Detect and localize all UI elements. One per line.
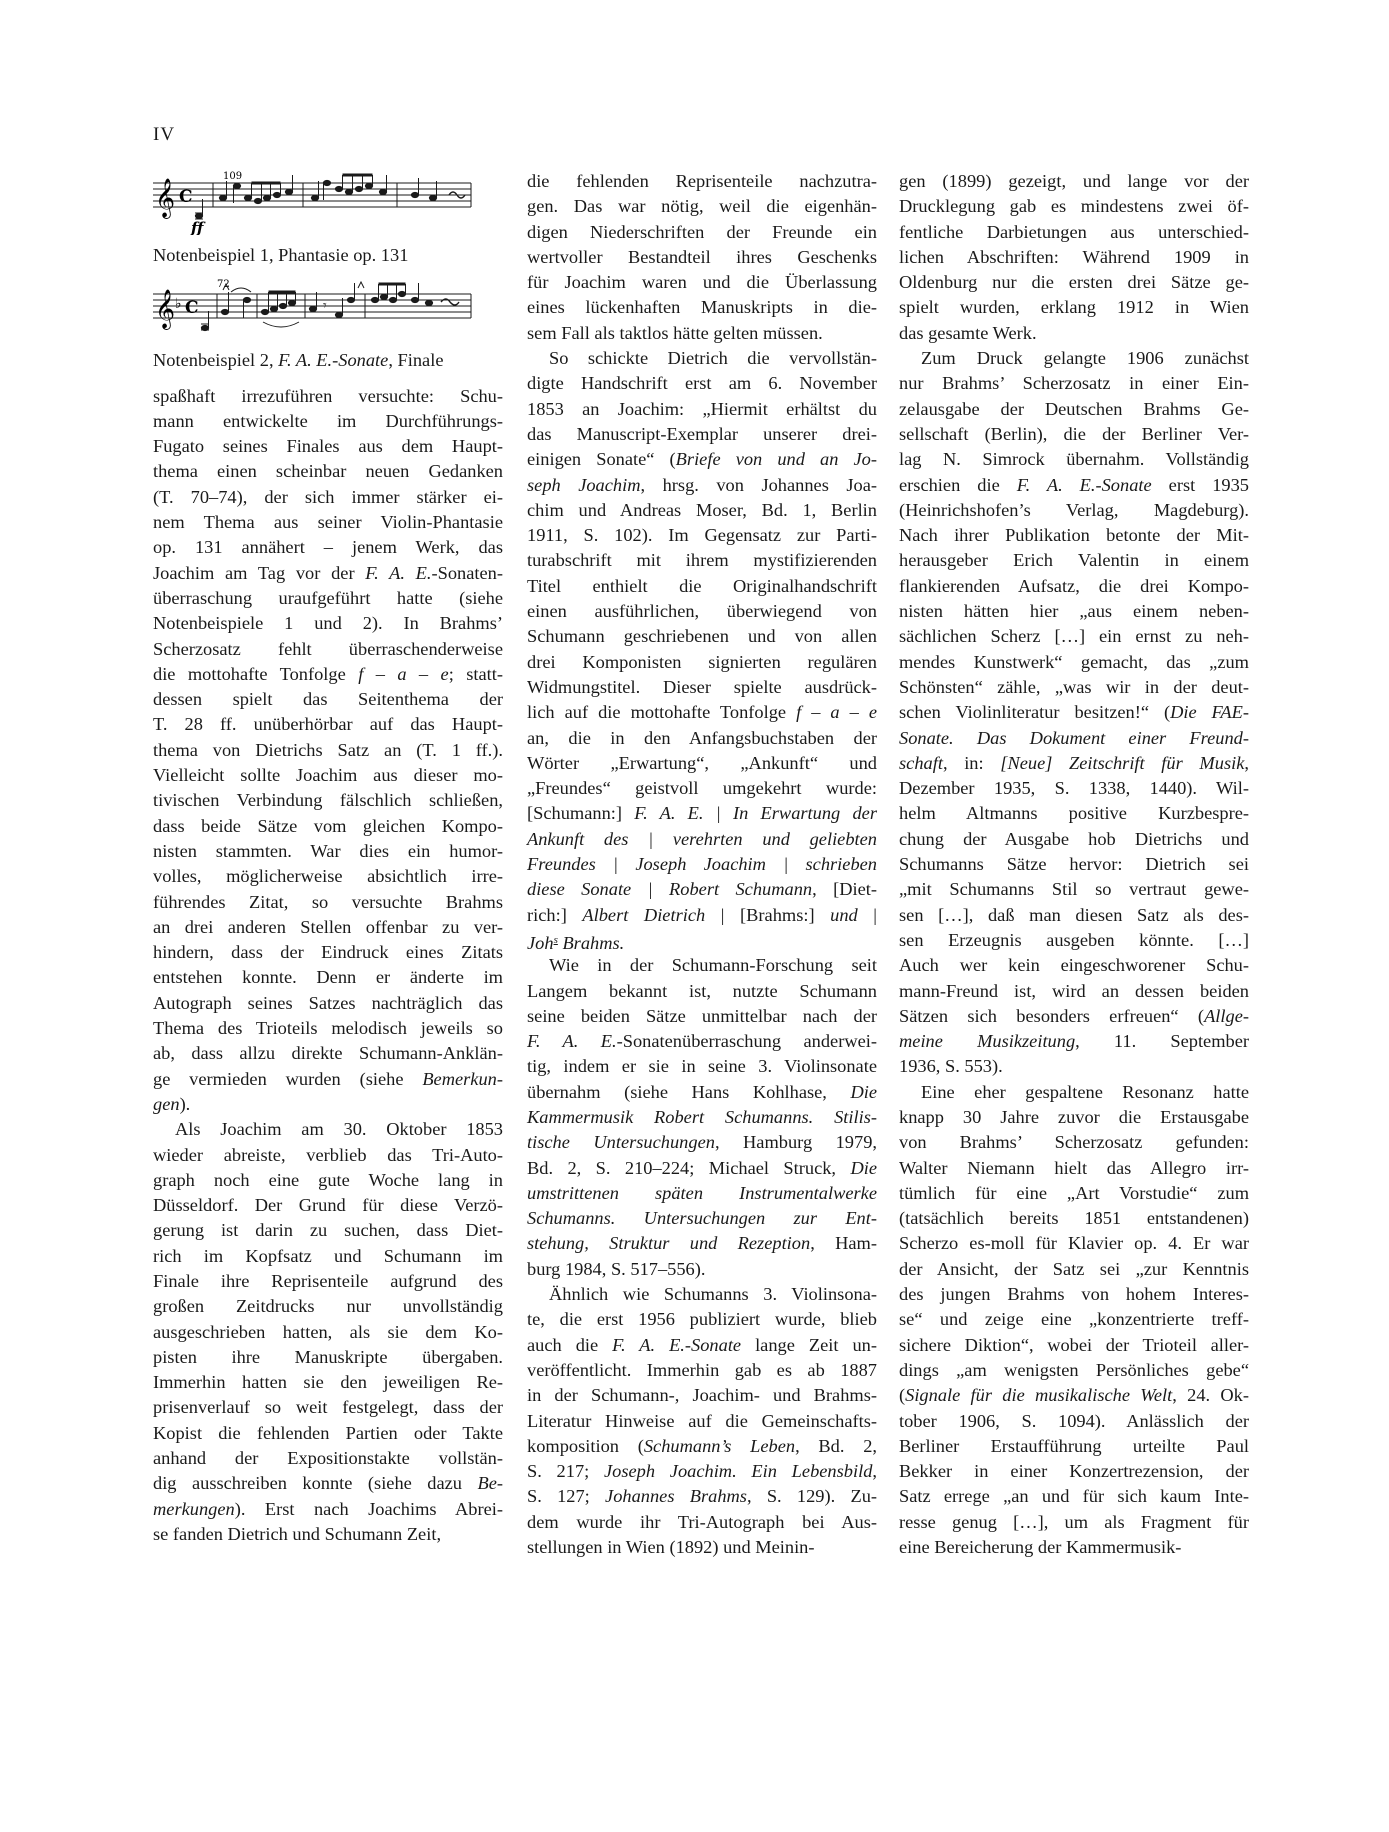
text-line: (Heinrichshofen’s Verlag, Magdeburg). [899, 499, 1249, 520]
text-line: lich auf die mottohafte Tonfolge f – a – e [527, 702, 878, 723]
text-line: entstehen konnte. Denn er änderte im [153, 967, 503, 988]
text-line: Vielleicht sollte Joachim aus dieser mo- [153, 765, 503, 786]
time-signature: C [179, 187, 193, 207]
text-line: erschien die F. A. E.-Sonate erst 1935 [899, 474, 1249, 495]
text-line: Wie in der Schumann-Forschung seit [549, 955, 877, 976]
text-line: hindern, dass der Eindruck eines Zitats [153, 942, 503, 963]
text-line: der Ansicht, der Satz sei „zur Kenntnis [899, 1258, 1249, 1279]
text-line: Nach ihrer Publikation betonte der Mit- [899, 525, 1249, 546]
column-3-text [899, 169, 1249, 1560]
text-line: wertvoller Bestandteil ihres Geschenks [527, 246, 877, 267]
text-line: prisenverlauf so weit festgelegt, dass der [153, 1397, 503, 1418]
text-line: Fugato seines Finales aus dem Haupt- [153, 436, 503, 457]
text-line: für Joachim waren und die Überlassung [527, 272, 877, 293]
text-line: anhand der Expositionstakte vollstän- [153, 1448, 503, 1469]
text-line: tivischen Verbindung fälschlich schließen, [153, 790, 503, 811]
text-line: S. 127; Johannes Brahms, S. 129). Zu- [527, 1486, 878, 1507]
text-line: Scherzosatz fehlt überraschenderweise [153, 638, 503, 659]
text-line: Ähnlich wie Schumanns 3. Violinsona- [549, 1284, 877, 1305]
text-line: an, die in den Anfangsbuchstaben der [527, 727, 877, 748]
text-line: Notenbeispiele 1 und 2). In Brahms’ [153, 613, 503, 634]
text-line: dem wurde ihr Tri-Autograph bei Aus- [527, 1511, 877, 1532]
text-line: sem Fall als taktlos hätte gelten müssen. [527, 322, 823, 343]
text-line: stellungen in Wien (1892) und Meinin- [527, 1537, 815, 1558]
time-signature: C [185, 298, 199, 319]
text-line: Schumann geschriebenen und von allen [527, 626, 877, 647]
text-line: umstrittenen späten Instrumentalwerke [527, 1182, 877, 1203]
text-line: seph Joachim, hrsg. von Johannes Joa- [527, 474, 877, 495]
text-line: wieder abreiste, verblieb das Tri-Auto- [153, 1144, 503, 1165]
text-line: tig, indem er sie in seine 3. Violinsonate [527, 1056, 877, 1077]
text-line: das gesamte Werk. [899, 322, 1037, 343]
text-line: Literatur Hinweise auf die Gemeinschafts- [527, 1410, 877, 1431]
text-line: Langem bekannt ist, nutzte Schumann [527, 980, 877, 1001]
text-line: chim und Andreas Moser, Bd. 1, Berlin [527, 499, 877, 520]
column-1-text [153, 384, 503, 1548]
text-line: Kopist die fehlenden Partien oder Takte [153, 1422, 503, 1443]
text-line: Wörter „Erwartung“, „Ankunft“ und [527, 752, 877, 773]
text-line: turabschrift mit ihrem mystifizierenden [527, 550, 877, 571]
text-line: digte Handschrift erst am 6. November [527, 373, 877, 394]
text-line: se“ und zeige eine „konzentrierte treff- [899, 1309, 1249, 1330]
music-example-2 [153, 278, 503, 340]
text-line: Freundes | Joseph Joachim | schrieben [527, 854, 877, 875]
text-line: knapp 30 Jahre zuvor die Erstausgabe [899, 1106, 1249, 1127]
text-line: sen […], daß man diesen Satz als des- [899, 904, 1249, 925]
staff-lines-1 [153, 183, 471, 207]
text-line: sächlichen Scherz […] ein ernst zu neh- [899, 626, 1249, 647]
text-line: gen. Das war nötig, weil die eigenhän- [527, 196, 877, 217]
page-number: IV [153, 124, 176, 145]
text-line: se fanden Dietrich und Schumann Zeit, [153, 1523, 442, 1544]
text-line: Schönsten“ zähle, „was wir in der deut- [899, 676, 1249, 697]
text-line: Joachim am Tag vor der F. A. E.-Sonaten- [153, 562, 503, 583]
text-line: Kammermusik Robert Schumanns. Stilis- [527, 1106, 877, 1127]
text-line: dessen spielt das Seitenthema der [153, 689, 503, 710]
treble-clef-icon: 𝄞 [155, 178, 176, 218]
text-line: Drucklegung gab es mindestens zwei öf- [899, 196, 1249, 217]
text-line: 1936, S. 553). [899, 1056, 1003, 1077]
text-line: te, die erst 1956 publiziert wurde, blieb [527, 1309, 877, 1330]
text-line: flankierenden Aufsatz, die drei Kompo- [899, 575, 1249, 596]
text-line: führendes Zitat, so versuchte Brahms [153, 891, 503, 912]
column-1 [153, 169, 503, 1547]
text-line: von Brahms’ Scherzosatz gefunden: [899, 1132, 1249, 1153]
text-line: Oldenburg nur die ersten drei Sätze ge- [899, 272, 1249, 293]
text-line: die mottohafte Tonfolge f – a – e; statt- [153, 663, 503, 684]
text-line: drei Komponisten signierten regulären [527, 651, 877, 672]
text-line: seine beiden Sätze unmittelbar nach der [527, 1005, 877, 1026]
text-line: Widmungstitel. Dieser spielte ausdrück- [527, 676, 877, 697]
text-line: tober 1906, S. 1094). Anlässlich der [899, 1410, 1249, 1431]
music-example-1 [153, 169, 503, 235]
text-line: (T. 70–74), der sich immer stärker ei- [153, 486, 503, 507]
text-line: Immerhin hatten sie den jeweiligen Re- [153, 1372, 503, 1393]
text-line: (Signale für die musikalische Welt, 24. Ok- [899, 1385, 1249, 1406]
staff-notation-1 [153, 169, 473, 235]
text-line: S. 217; Joseph Joachim. Ein Lebensbild, [527, 1461, 877, 1482]
text-line: thema einen scheinbar neuen Gedanken [153, 461, 503, 482]
text-line: merkungen). Erst nach Joachims Abrei- [153, 1498, 503, 1519]
text-line: ab, dass allzu direkte Schumann-Anklän- [153, 1043, 503, 1064]
text-line: (tatsächlich bereits 1851 entstandenen) [899, 1208, 1249, 1229]
text-line: F. A. E.-Sonatenüberraschung anderwei- [527, 1031, 877, 1052]
flat-key-signature: ♭ [175, 296, 182, 313]
text-line: sichere Diktion“, wobei der Trioteil aller- [899, 1334, 1249, 1355]
text-line: zelausgabe der Deutschen Brahms Ge- [899, 398, 1249, 419]
text-line: Joh$^s$ Brahms. [527, 932, 625, 953]
column-2-text [527, 169, 877, 1560]
text-line: spielt wurden, erklang 1912 in Wien [899, 297, 1249, 318]
dynamic-marking: ff [191, 219, 204, 235]
text-line: chung der Ausgabe hob Dietrichs und [899, 828, 1249, 849]
column-3 [899, 169, 1249, 1560]
text-line: überraschung uraufgeführt hatte (siehe [153, 587, 503, 608]
text-line: schaft, in: [Neue] Zeitschrift für Musik, [899, 752, 1249, 773]
text-line: eines lückenhaften Manuskripts in die- [527, 297, 877, 318]
text-line: Finale ihre Reprisenteile aufgrund des [153, 1270, 503, 1291]
column-2 [527, 169, 877, 1560]
text-line: „mit Schumanns Stil so vertraut gewe- [899, 879, 1249, 900]
text-line: gen (1899) gezeigt, und lange vor der [899, 171, 1249, 191]
text-line: Eine eher gespaltene Resonanz hatte [921, 1081, 1249, 1102]
text-line: dass beide Sätze vom gleichen Kompo- [153, 815, 503, 836]
text-line: Thema des Trioteils melodisch jeweils so [153, 1018, 503, 1039]
text-line: Schumanns. Untersuchungen zur Ent- [527, 1208, 877, 1229]
text-line: rich im Kopfsatz und Schumann im [153, 1245, 503, 1266]
text-line: burg 1984, S. 517–556). [527, 1258, 706, 1279]
text-line: spaßhaft irrezuführen versuchte: Schu- [153, 385, 503, 406]
text-line: Auch wer kein eingeschworener Schu- [899, 955, 1249, 976]
text-line: 1911, S. 102). Im Gegensatz zur Parti- [527, 525, 877, 546]
text-line: sen Erzeugnis ausgeben könnte. […] [899, 929, 1249, 950]
text-line: stehung, Struktur und Rezeption, Ham- [527, 1233, 877, 1254]
text-line: Sätzen sich besonders erfreuen“ (Allge- [899, 1005, 1249, 1026]
example-caption-2: Notenbeispiel 2, F. A. E.-Sonate, Finale [153, 350, 444, 371]
text-line: ge vermieden wurden (siehe Bemerkun- [153, 1068, 503, 1089]
text-line: ausgeschrieben hatten, als sie dem Ko- [153, 1321, 503, 1342]
text-line: digen Niederschriften der Freunde ein [527, 221, 877, 242]
measure-number: 109 [223, 171, 243, 182]
text-line: Bekker in einer Konzertrezension, der [899, 1461, 1249, 1482]
text-line: Scherzo es-moll für Klavier op. 4. Er war [899, 1233, 1249, 1254]
text-line: Titel enthielt die Originalhandschrift [527, 575, 877, 596]
text-line: großen Zeitdrucks nur unvollständig [153, 1296, 503, 1317]
text-line: lichen Abschriften: Während 1909 in [899, 246, 1249, 267]
text-line: nisten stammten. War dies ein humor- [153, 840, 503, 861]
text-line: helm Altmanns positive Kurzbespre- [899, 803, 1249, 824]
text-line: übernahm (siehe Hans Kohlhase, Die [527, 1081, 877, 1102]
text-line: graph noch eine gute Woche lang in [153, 1169, 503, 1190]
text-line: tische Untersuchungen, Hamburg 1979, [527, 1132, 877, 1153]
measure-number: 72 [217, 279, 230, 291]
text-line: resse genug […], um als Fragment für [899, 1511, 1249, 1532]
text-line: volles, möglicherweise absichtlich irre- [153, 866, 503, 887]
text-line: Autograph seines Satzes nachträglich das [153, 992, 503, 1013]
text-line: gen). [153, 1093, 191, 1114]
text-line: einen ausführlichen, überwiegend von [527, 601, 877, 622]
treble-clef-icon: 𝄞 [155, 289, 176, 330]
text-line: an drei anderen Stellen offenbar zu ver- [153, 916, 503, 937]
text-line: pisten ihre Manuskripte übergaben. [153, 1346, 503, 1367]
text-line: diese Sonate | Robert Schumann, [Diet- [527, 879, 877, 900]
text-line: in der Schumann-, Joachim- und Brahms- [527, 1385, 877, 1406]
text-line: Sonate. Das Dokument einer Freund- [899, 727, 1249, 748]
text-line: nur Brahms’ Scherzosatz in einer Ein- [899, 373, 1249, 394]
text-line: meine Musikzeitung, 11. September [899, 1031, 1249, 1052]
text-line: dings „am wenigsten Persönliches gebe“ [899, 1359, 1249, 1380]
text-line: veröffentlicht. Immerhin gab es ab 1887 [527, 1359, 877, 1380]
text-line: nisten hätten hier „aus einem neben- [899, 601, 1249, 622]
text-line: eine Bereicherung der Kammermusik- [899, 1537, 1182, 1558]
text-line: Schumanns Sätze hervor: Dietrich sei [899, 854, 1249, 875]
text-line: Bd. 2, S. 210–224; Michael Struck, Die [527, 1157, 877, 1178]
text-line: „Freundes“ geistvoll umgekehrt wurde: [527, 778, 877, 799]
text-line: die fehlenden Reprisenteile nachzutra- [527, 171, 877, 191]
text-line: mann-Freund ist, wird an dessen beiden [899, 980, 1249, 1001]
text-line: Satz errege „an und für sich kaum Inte- [899, 1486, 1249, 1507]
text-line: fentliche Darbietungen aus unterschied- [899, 221, 1249, 242]
text-line: op. 131 annähert – jenem Werk, das [153, 537, 503, 558]
text-line: schen Violinliteratur besitzen!“ (Die FAE- [899, 702, 1249, 723]
text-line: thema von Dietrichs Satz an (T. 1 ff.). [153, 739, 503, 760]
text-line: Walter Niemann hielt das Allegro irr- [899, 1157, 1249, 1178]
text-line: mann entwickelte im Durchführungs- [153, 410, 503, 431]
text-line: Ankunft des | verehrten und geliebten [527, 828, 877, 849]
text-line: einigen Sonate“ (Briefe von und an Jo- [527, 449, 877, 470]
text-line: Als Joachim am 30. Oktober 1853 [175, 1119, 503, 1140]
svg-text:𝄾: 𝄾 [323, 298, 327, 315]
text-line: 1853 an Joachim: „Hiermit erhältst du [527, 398, 877, 419]
example-caption-1: Notenbeispiel 1, Phantasie op. 131 [153, 245, 409, 265]
text-line: des jungen Brahms von hohem Interes- [899, 1284, 1249, 1305]
text-line: rich:] Albert Dietrich | [Brahms:] und | [527, 904, 877, 925]
text-line: Düsseldorf. Der Grund für diese Verzö- [153, 1195, 503, 1216]
text-line: auch die F. A. E.-Sonate lange Zeit un- [527, 1334, 877, 1355]
staff-notation-2 [153, 278, 473, 340]
text-line: das Manuscript-Exemplar unserer drei- [527, 423, 877, 444]
text-line: herausgeber Erich Valentin in einem [899, 550, 1249, 571]
text-line: tümlich für eine „Art Vorstudie“ zum [899, 1182, 1249, 1203]
text-line: T. 28 ff. unüberhörbar auf das Haupt- [153, 714, 503, 735]
text-line: mendes Kunstwerk“ gemacht, das „zum [899, 651, 1249, 672]
text-line: sellschaft (Berlin), die der Berliner Ver- [899, 423, 1249, 444]
text-line: lag N. Simrock übernahm. Vollständig [899, 449, 1249, 470]
text-line: komposition (Schumann’s Leben, Bd. 2, [527, 1435, 877, 1456]
text-line: Zum Druck gelangte 1906 zunächst [921, 348, 1249, 369]
text-line: dig ausschreiben konnte (siehe dazu Be- [153, 1473, 503, 1494]
text-line: So schickte Dietrich die vervollstän- [549, 348, 877, 369]
text-line: gerung ist darin zu suchen, dass Diet- [153, 1220, 503, 1241]
text-line: Dezember 1935, S. 1338, 1440). Wil- [899, 778, 1249, 799]
text-line: nem Thema aus seiner Violin-Phantasie [153, 512, 503, 533]
text-line: [Schumann:] F. A. E. | In Erwartung der [527, 803, 877, 824]
text-line: Berliner Erstaufführung urteilte Paul [899, 1435, 1249, 1456]
